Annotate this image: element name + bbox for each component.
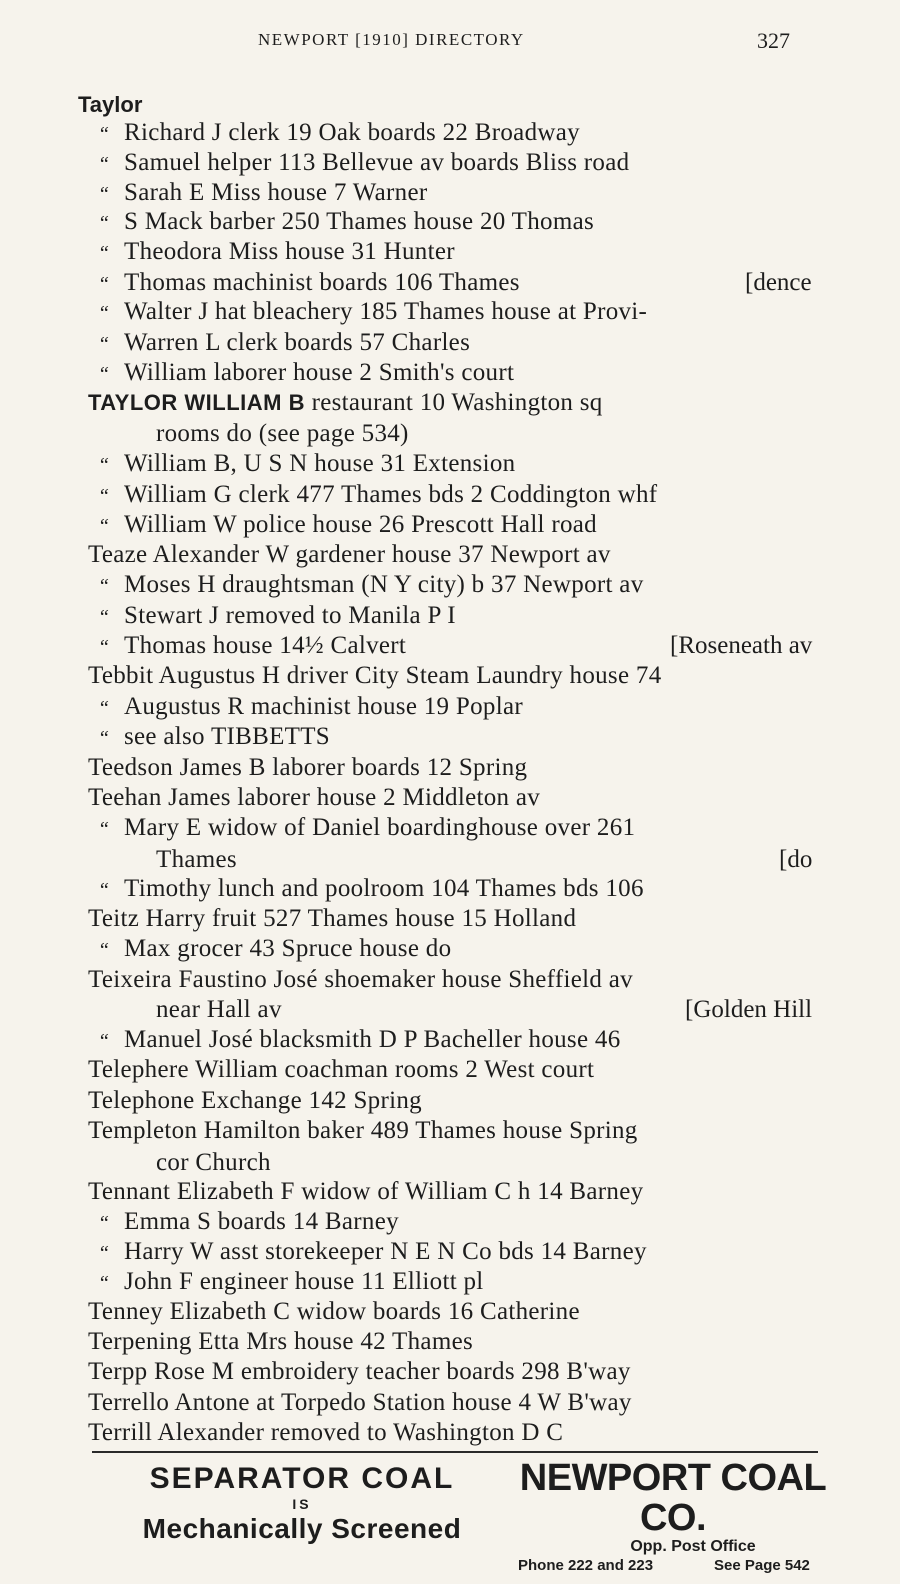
directory-entry — [88, 1388, 632, 1418]
entry-text: S Mack barber 250 Thames house 20 Thomas — [124, 208, 595, 235]
entry-text: cor Church — [156, 1149, 271, 1176]
entry-text: Tennant Elizabeth F widow of William C h 14 Barney — [88, 1178, 644, 1205]
page-title: NEWPORT [1910] DIRECTORY — [258, 30, 525, 49]
page-number: 327 — [757, 28, 790, 53]
directory-entry — [98, 722, 330, 753]
ditto-mark: “ — [98, 939, 110, 961]
directory-entry — [88, 965, 633, 995]
directory-entry — [98, 1025, 621, 1056]
ditto-mark: “ — [98, 879, 110, 901]
directory-entry — [156, 845, 237, 875]
entry-text: Manuel José blacksmith D P Bacheller house 46 — [124, 1026, 621, 1053]
ditto-mark: “ — [98, 636, 110, 658]
directory-entry — [98, 601, 456, 632]
entry-text: Richard J clerk 19 Oak boards 22 Broadway — [124, 119, 580, 146]
directory-entry — [156, 419, 409, 449]
entry-bracket-continuation: [Golden Hill — [685, 996, 813, 1023]
directory-entry — [98, 480, 657, 511]
directory-entry — [156, 995, 282, 1025]
entry-text: Mary E widow of Daniel boardinghouse over 261 — [124, 814, 636, 841]
entry-text: Thomas machinist boards 106 Thames — [124, 269, 520, 296]
entry-text: Teixeira Faustino José shoemaker house Sheffield av — [88, 966, 633, 993]
entry-text: Terpening Etta Mrs house 42 Thames — [88, 1328, 473, 1355]
directory-entry — [88, 904, 576, 934]
directory-entry — [98, 207, 594, 238]
advert-connector: IS — [292, 1496, 312, 1512]
directory-entry — [88, 1055, 594, 1085]
directory-entry — [88, 1116, 638, 1146]
directory-entry — [88, 1327, 473, 1357]
entry-text: near Hall av — [156, 996, 282, 1023]
directory-entry — [98, 268, 520, 299]
advert-see-page: See Page 542 — [714, 1557, 810, 1574]
entry-text: Terrill Alexander removed to Washington D C — [88, 1419, 564, 1446]
directory-entry — [98, 570, 644, 601]
entry-text: Theodora Miss house 31 Hunter — [124, 238, 455, 265]
advert-tagline: Mechanically Screened — [142, 1513, 462, 1544]
entry-text: Terpp Rose M embroidery teacher boards 298 B'way — [88, 1358, 631, 1385]
directory-entry — [98, 358, 514, 389]
entry-text: Terrello Antone at Torpedo Station house 4 W B'way — [88, 1389, 632, 1416]
ditto-mark: “ — [98, 1212, 110, 1234]
advert-newport-coal — [518, 1458, 828, 1576]
directory-entry — [88, 753, 527, 783]
entry-text: Teitz Harry fruit 527 Thames house 15 Holland — [88, 905, 577, 932]
entry-text: Walter J hat bleachery 185 Thames house at Provi- — [124, 298, 648, 325]
ditto-mark: “ — [98, 302, 110, 324]
entry-text: Moses H draughtsman (N Y city) b 37 Newport av — [124, 571, 644, 598]
ditto-mark: “ — [98, 183, 110, 205]
ditto-mark: “ — [98, 1272, 110, 1294]
entry-text: Telephere William coachman rooms 2 West court — [88, 1056, 595, 1083]
entry-text: Thames — [156, 846, 237, 873]
directory-entry — [88, 1297, 580, 1327]
directory-entry — [98, 328, 470, 359]
ditto-mark: “ — [98, 606, 110, 628]
directory-entry — [98, 510, 597, 541]
advert-headline: SEPARATOR COAL — [149, 1462, 455, 1495]
directory-entry — [88, 1418, 563, 1448]
directory-entry — [88, 1086, 422, 1116]
directory-entry — [88, 540, 611, 570]
ditto-mark: “ — [98, 153, 110, 175]
directory-entry — [98, 178, 428, 209]
entry-text: William laborer house 2 Smith's court — [124, 359, 515, 386]
directory-entry — [98, 449, 515, 480]
directory-entry — [98, 1207, 399, 1238]
entry-bold-name: TAYLOR WILLIAM B — [88, 390, 312, 415]
entry-bracket-continuation: [do — [779, 846, 813, 873]
ditto-mark: “ — [98, 273, 110, 295]
ditto-mark: “ — [98, 454, 110, 476]
advert-phone: Phone 222 and 223 — [518, 1557, 654, 1574]
entry-text: John F engineer house 11 Elliott pl — [124, 1268, 484, 1295]
entry-bracket-continuation: [dence — [745, 269, 812, 296]
directory-entry — [88, 1177, 643, 1207]
ditto-mark: “ — [98, 575, 110, 597]
directory-entry — [88, 1357, 631, 1387]
entry-text: Tebbit Augustus H driver City Steam Laundry house 74 — [88, 662, 662, 689]
entry-text: William B, U S N house 31 Extension — [124, 450, 516, 477]
ditto-mark: “ — [98, 485, 110, 507]
advert-contact — [518, 1556, 828, 1576]
directory-entry — [98, 692, 523, 723]
ditto-mark: “ — [98, 1242, 110, 1264]
entry-bracket-continuation: [Roseneath av — [670, 632, 813, 659]
directory-entry — [156, 1148, 271, 1178]
directory-entry — [98, 1267, 484, 1298]
entry-text: Templeton Hamilton baker 489 Thames house Spring — [88, 1117, 638, 1144]
directory-entry — [98, 297, 647, 328]
directory-entry — [98, 237, 455, 268]
entry-text: Telephone Exchange 142 Spring — [88, 1087, 422, 1114]
entry-text: Timothy lunch and poolroom 104 Thames bds 106 — [124, 875, 644, 902]
directory-entry — [88, 783, 540, 813]
ditto-mark: “ — [98, 242, 110, 264]
entry-text: Emma S boards 14 Barney — [124, 1208, 399, 1235]
advert-location: Opp. Post Office — [630, 1538, 756, 1555]
entry-text: Harry W asst storekeeper N E N Co bds 14 Barney — [124, 1238, 647, 1265]
section-heading: Taylor — [78, 92, 143, 117]
entry-text: William G clerk 477 Thames bds 2 Coddington whf — [124, 481, 658, 508]
entry-text: Warren L clerk boards 57 Charles — [124, 329, 471, 356]
ditto-mark: “ — [98, 123, 110, 145]
directory-entry — [88, 661, 662, 691]
entry-text: Tenney Elizabeth C widow boards 16 Catherine — [88, 1298, 580, 1325]
advert-company-name: NEWPORT COAL CO. — [519, 1457, 827, 1539]
entry-text: Teehan James laborer house 2 Middleton av — [88, 784, 541, 811]
page-header — [0, 28, 900, 58]
ditto-mark: “ — [98, 818, 110, 840]
entry-text: restaurant 10 Washington sq — [311, 389, 603, 416]
advert-separator-coal — [92, 1462, 512, 1546]
entry-text: Max grocer 43 Spruce house do — [124, 935, 452, 962]
ditto-mark: “ — [98, 363, 110, 385]
directory-entry — [98, 934, 451, 965]
entry-text: Thomas house 14½ Calvert — [124, 632, 407, 659]
directory-entry — [98, 813, 635, 844]
ditto-mark: “ — [98, 727, 110, 749]
entry-text: Augustus R machinist house 19 Poplar — [124, 693, 523, 720]
ditto-mark: “ — [98, 1030, 110, 1052]
entry-text: Stewart J removed to Manila P I — [124, 602, 456, 629]
entry-text: Samuel helper 113 Bellevue av boards Bliss road — [124, 149, 630, 176]
entry-text: see also TIBBETTS — [124, 723, 331, 750]
footer-divider — [92, 1451, 818, 1453]
directory-entry — [98, 631, 406, 662]
directory-entry — [98, 874, 644, 905]
ditto-mark: “ — [98, 212, 110, 234]
ditto-mark: “ — [98, 333, 110, 355]
entry-text: William W police house 26 Prescott Hall road — [124, 511, 597, 538]
directory-entry — [98, 148, 629, 179]
entry-text: Sarah E Miss house 7 Warner — [124, 179, 428, 206]
directory-entry — [98, 1237, 647, 1268]
ditto-mark: “ — [98, 515, 110, 537]
directory-entry — [98, 118, 580, 149]
entry-text: Teaze Alexander W gardener house 37 Newport av — [88, 541, 611, 568]
entry-text: Teedson James B laborer boards 12 Spring — [88, 754, 528, 781]
directory-entry — [88, 388, 603, 418]
ditto-mark: “ — [98, 697, 110, 719]
entry-text: rooms do (see page 534) — [156, 420, 409, 447]
